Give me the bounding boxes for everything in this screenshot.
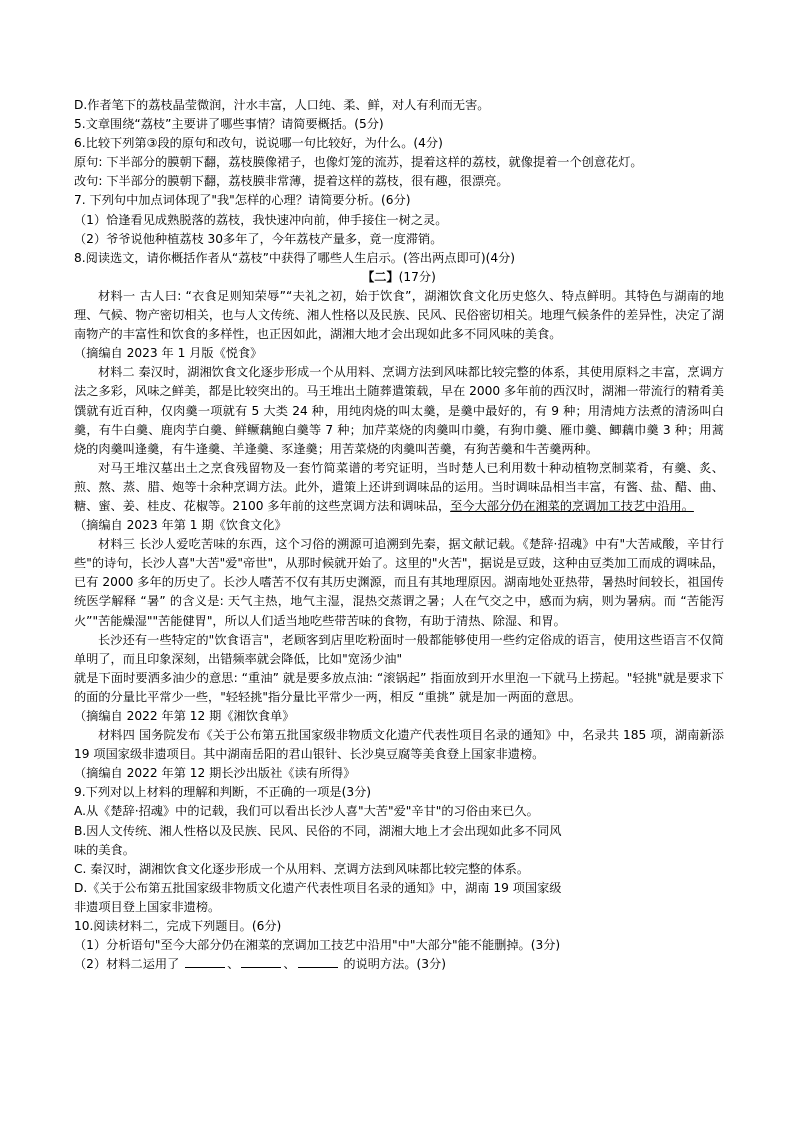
material-3-source: （摘编自 2022 年第 12 期《湘饮食单》 xyxy=(74,709,295,723)
question-6: 6.比较下列第③段的原句和改句，说说哪一句比较好，为什么。(4分) xyxy=(74,136,443,151)
question-9: 9.下列对以上材料的理解和判断，不正确的一项是(3分) xyxy=(74,785,372,800)
answer-blank-1[interactable] xyxy=(185,955,225,968)
material-4-source: （摘编自 2022 年第 12 期长沙出版社《读有所得》 xyxy=(74,766,356,781)
question-10-item-2 xyxy=(74,955,724,974)
question-7: 7. 下列句中加点词体现了"我"怎样的心理？请简要分析。(6分) xyxy=(74,193,411,208)
question-7-item-2: （2）爷爷说他种植荔枝 30多年了，今年荔枝产量多，竟一度滞销。 xyxy=(74,231,443,246)
question-5: 5.文章围绕“荔枝”主要讲了哪些事情？请简要概括。(5分) xyxy=(74,117,384,132)
question-10-item-2-prefix: （2）材料二运用了 xyxy=(74,957,180,972)
question-7-item-1: （1）恰逢看见成熟脱落的荔枝，我快速冲向前，伸手接住一树之灵。 xyxy=(74,212,448,227)
question-8: 8.阅读选文，请你概括作者从“荔枝”中获得了哪些人生启示。(答出两点即可)(4分) xyxy=(74,250,516,265)
document-page xyxy=(74,96,724,974)
question-9-option-b-line-1: B.因人文传统、湘人性格以及民族、民风、民俗的不同，湖湘大地上才会出现如此多不同风 xyxy=(74,823,562,838)
section-score: (17分) xyxy=(398,269,436,284)
answer-blank-2[interactable] xyxy=(241,955,281,968)
question-9-option-d-line-2: 非遗项目登上国家非遗榜。 xyxy=(74,899,221,914)
material-1: 材料一 古人曰: “衣食足则知荣辱”“夫礼之初，始于饮食”，湖湘饮食文化历史悠久、特点鲜明。其特色与湖南的地理、气候、物产密切相关，也与人文传统、湘人性格以及民族、民风、民俗密切相关。地理气候条件的差异性，决定了湖南物产的丰富性和饮食的多样性，也正因如此，湖湘大地才会出现如此多不同风味的美食。 xyxy=(74,288,724,342)
section-title: 【二】 xyxy=(362,269,399,284)
material-3-para-2: 长沙还有一些特定的"饮食语言"，老顾客到店里吃粉面时一般都能够使用一些约定俗成的语言，使用这些语言不仅简单明了，而且印象深刻，出错频率就会降低，比如"宽汤少油" xyxy=(74,632,724,666)
material-3-para-1: 材料三 长沙人爱吃苦味的东西，这个习俗的溯源可追溯到先秦，据文献记载。《楚辞·招魂》中有"大苦咸酸，辛甘行些"的诗句，长沙人喜"大苦"爱"帝世"，从那时候就开始了。这里的"火苦"，据说是豆豉，这种由豆类加工而成的调味品，已有 2000 多年的历史了。长沙人嗜苦不仅有其历史渊源，而且有其地理原因。湖南地处亚热带，暑热时间较长，祖国传统医学解释 “暑” 的含义是: 天气主热，地气主湿，混热交蒸谓之暑；人在气交之中，感而为病，则为暑病。而 “苦能泻火”"苦能燥湿""苦能健胃"，所以人们适当地吃些带苦味的食物，有助于清热、除湿、和胃。 xyxy=(74,537,724,628)
blank-separator-1: 、 xyxy=(227,957,240,972)
material-3-para-3: 就是下面时要洒多油少的意思: “重油” 就是要多放点油: “滚锅起” 指面放到开水里泡一下就马上捞起。"轻挑"就是要求下的面的分量比平常少一些，"轻轻挑"指分量比平常少一两，相反 “重挑” 就是加一两面的意思。 xyxy=(74,670,724,704)
question-9-option-b-line-2: 味的美食。 xyxy=(74,842,135,857)
blank-separator-2: 、 xyxy=(283,957,296,972)
original-sentence: 原句: 下半部分的膜朝下翻，荔枝膜像裙子，也像灯笼的流苏，提着这样的荔枝，就像提着一个创意花灯。 xyxy=(74,155,643,170)
material-1-source: （摘编自 2023 年 1 月版《悦食》 xyxy=(74,346,263,361)
question-9-option-d-line-1: D.《关于公布第五批国家级非物质文化遗产代表性项目名录的通知》中，湖南 19 项国家级 xyxy=(74,880,562,895)
question-10-item-1: （1）分析语句"至今大部分仍在湘菜的烹调加工技艺中沿用"中"大部分"能不能删掉。(3分) xyxy=(74,938,561,953)
material-4: 材料四 国务院发布《关于公布第五批国家级非物质文化遗产代表性项目名录的通知》中，名录共 185 项，湖南新添 19 项国家级非遗项目。其中湖南岳阳的君山银针、长沙臭豆腐等美食登上国家非遗榜。 xyxy=(74,728,724,762)
section-heading xyxy=(74,268,724,287)
material-2-para-1: 材料二 秦汉时，湖湘饮食文化逐步形成一个从用料、烹调方法到风味都比较完整的体系，其使用原料之丰富，烹调方法之多彩，风味之鲜美，都是比较突出的。马王堆出土随葬遣策载，早在 2000 多年前的西汉时，湖湘一带流行的精肴美馔就有近百种，仅肉羹一项就有 5 大类 24 种，用纯肉烧的叫太羹，是羹中最好的，有 9 种；用清炖方法煮的清汤叫白羹，有牛白羹、鹿肉芋白羹、鲜鳜藕鲍白羹等 7 种；加芹菜烧的肉羹叫巾羹，有狗巾羹、雁巾羹、鲫藕巾羹 3 种；用蒿烧的肉羹叫逢羹，有牛逢羹、羊逢羹、豕逢羹；用苦菜烧的肉羹叫苦羹，有狗苦羹和牛苦羹两种。 xyxy=(74,365,724,456)
option-d-line: D.作者笔下的荔枝晶莹微润，汁水丰富，人口纯、柔、鲜，对人有利而无害。 xyxy=(74,98,490,112)
question-10: 10.阅读材料二，完成下列题目。(6分) xyxy=(74,919,282,934)
question-10-item-2-suffix: 的说明方法。(3分) xyxy=(343,957,446,972)
question-9-option-c: C. 秦汉时，湖湘饮食文化逐步形成一个从用料、烹调方法到风味都比较完整的体系。 xyxy=(74,861,530,876)
revised-sentence: 改句: 下半部分的膜朝下翻，荔枝膜非常薄，提着这样的荔枝，很有趣，很漂亮。 xyxy=(74,174,509,189)
material-2-para-2-text: 对马王堆汉墓出土之烹食残留物及一套竹简菜谱的考究证明，当时楚人已利用数十种动植物烹制菜肴，有羹、炙、煎、熬、蒸、腊、炮等十余种烹调方法。此外，遣策上还讲到调味品的运用。当时调味品相当丰富，有酱、盐、醋、曲、糖、蜜、姜、桂皮、花椒等。2100 多年前的这些烹调方法和调味品， xyxy=(74,460,724,513)
material-2-source: （摘编自 2023 年第 1 期《饮食文化》 xyxy=(74,518,287,533)
question-9-option-a: A.从《楚辞·招魂》中的记载，我们可以看出长沙人喜"大苦"爱"辛甘"的习俗由来已久。 xyxy=(74,804,539,819)
answer-blank-3[interactable] xyxy=(298,955,338,968)
underlined-sentence: 至今大部分仍在湘菜的烹调加工技艺中沿用。 xyxy=(450,498,694,513)
material-2-para-2 xyxy=(74,459,724,516)
